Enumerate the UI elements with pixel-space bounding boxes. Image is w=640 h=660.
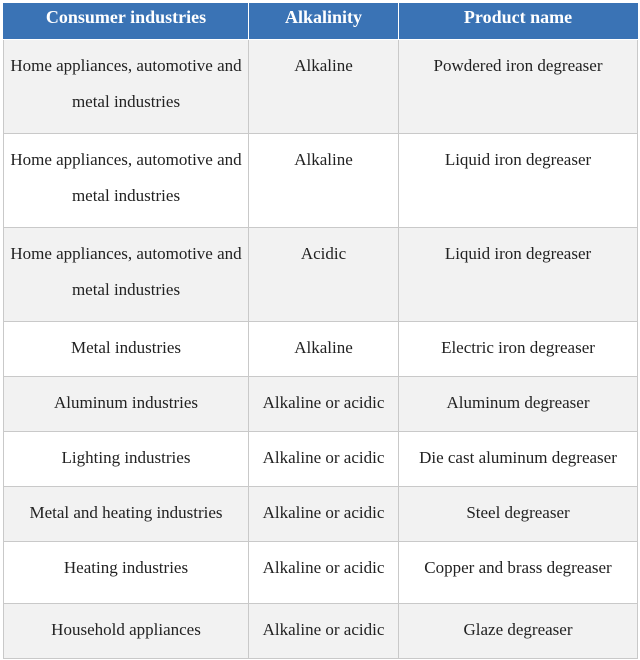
alkalinity-cell: Acidic — [249, 228, 399, 322]
table-row — [4, 487, 638, 542]
table-row — [4, 228, 638, 322]
product-cell: Liquid iron degreaser — [399, 134, 638, 228]
product-cell: Copper and brass degreaser — [399, 542, 638, 604]
product-cell: Steel degreaser — [399, 487, 638, 542]
product-cell: Glaze degreaser — [399, 604, 638, 659]
product-cell: Liquid iron degreaser — [399, 228, 638, 322]
alkalinity-cell: Alkaline or acidic — [249, 432, 399, 487]
alkalinity-cell: Alkaline — [249, 134, 399, 228]
industry-cell: Aluminum industries — [4, 377, 249, 432]
product-cell: Die cast aluminum degreaser — [399, 432, 638, 487]
header-alkalinity: Alkalinity — [249, 3, 399, 40]
table-header-row — [4, 3, 638, 40]
industry-cell: Lighting industries — [4, 432, 249, 487]
industry-cell: Home appliances, automotive and metal industries — [4, 134, 249, 228]
product-cell: Powdered iron degreaser — [399, 40, 638, 134]
alkalinity-cell: Alkaline or acidic — [249, 604, 399, 659]
alkalinity-cell: Alkaline — [249, 40, 399, 134]
table-row — [4, 322, 638, 377]
alkalinity-cell: Alkaline or acidic — [249, 377, 399, 432]
header-product-name: Product name — [399, 3, 638, 40]
industry-cell: Household appliances — [4, 604, 249, 659]
alkalinity-cell: Alkaline — [249, 322, 399, 377]
alkalinity-cell: Alkaline or acidic — [249, 487, 399, 542]
header-consumer-industries: Consumer industries — [4, 3, 249, 40]
table-row — [4, 604, 638, 659]
industry-cell: Home appliances, automotive and metal industries — [4, 40, 249, 134]
table-row — [4, 134, 638, 228]
table-row — [4, 432, 638, 487]
product-cell: Electric iron degreaser — [399, 322, 638, 377]
table-row — [4, 542, 638, 604]
industry-cell: Home appliances, automotive and metal industries — [4, 228, 249, 322]
product-cell: Aluminum degreaser — [399, 377, 638, 432]
table-row — [4, 40, 638, 134]
table-row — [4, 377, 638, 432]
degreaser-table — [3, 3, 638, 659]
alkalinity-cell: Alkaline or acidic — [249, 542, 399, 604]
industry-cell: Metal and heating industries — [4, 487, 249, 542]
industry-cell: Metal industries — [4, 322, 249, 377]
industry-cell: Heating industries — [4, 542, 249, 604]
